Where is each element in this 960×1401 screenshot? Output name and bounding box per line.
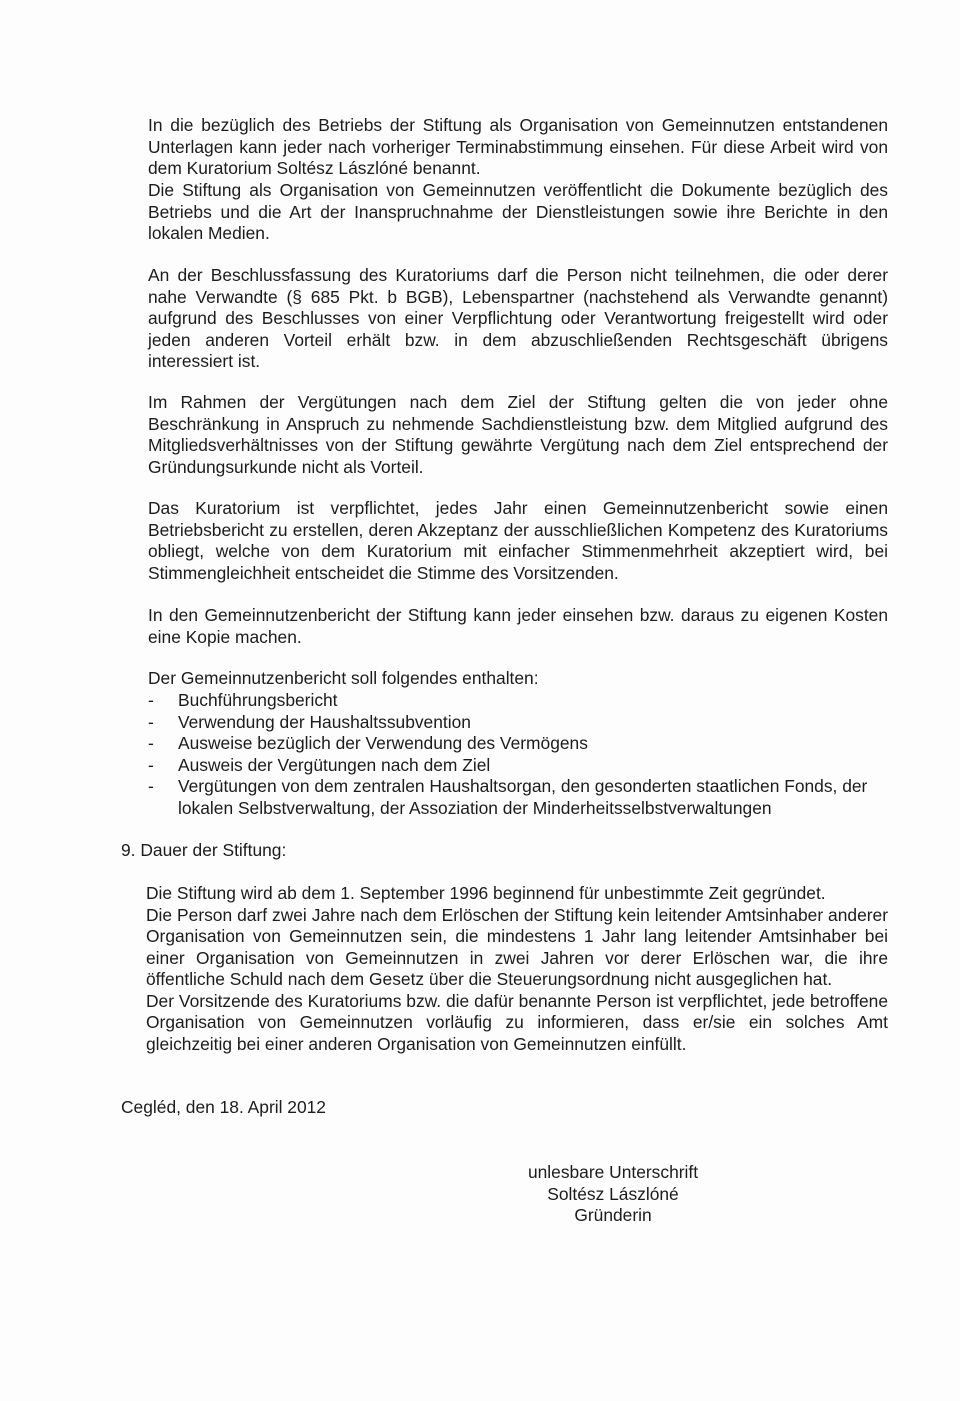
- signatory-role: Gründerin: [574, 1205, 652, 1225]
- list-dash: -: [148, 711, 154, 732]
- paragraph-reports: [148, 498, 888, 584]
- paragraph-text: Im Rahmen der Vergütungen nach dem Ziel der Stiftung gelten die von jeder ohne Beschränkung in Anspruch zu nehmende Sachdienstleistung bzw. dem Mitglied aufgrund des Mitgliedsverhältnisses von der Stiftung gewährte Vergütung nach dem Ziel entsprechend der Gründungsurkunde nicht als Vorteil.: [148, 392, 888, 477]
- paragraph-text: Die Stiftung als Organisation von Gemeinnutzen veröffentlicht die Dokumente bezüglich des Betriebs und die Art der Inanspruchnahme der Dienstleistungen sowie ihre Berichte in den lokalen Medien.: [148, 180, 888, 243]
- list-item: [148, 733, 888, 755]
- list-item-text: Ausweis der Vergütungen nach dem Ziel: [178, 754, 491, 775]
- signature-note: unlesbare Unterschrift: [527, 1162, 699, 1182]
- list-dash: -: [148, 754, 154, 775]
- signature-block: [500, 1162, 726, 1227]
- paragraph-remuneration: [148, 392, 888, 478]
- list-item-text: Ausweise bezüglich der Verwendung des Vermögens: [178, 733, 588, 753]
- section-heading-text: 9. Dauer der Stiftung:: [121, 840, 287, 860]
- paragraph-text: Die Person darf zwei Jahre nach dem Erlöschen der Stiftung kein leitender Amtsinhaber anderer Organisation von Gemeinnutzen sein, die mindestens 1 Jahr lang leitender Amtsinhaber bei einer Organisation von Gemeinnutzen in zwei Jahren vor derer Erlöschen war, die ihre öffentliche Schuld nach dem Gesetz über die Steuerungsordnung nicht ausgeglichen hat.: [146, 904, 888, 989]
- paragraph-text: In den Gemeinnutzenbericht der Stiftung kann jeder einsehen bzw. daraus zu eigenen Kosten eine Kopie machen.: [148, 605, 888, 647]
- list-dash: -: [148, 733, 154, 753]
- paragraph-report-contents: [148, 668, 888, 690]
- paragraph-publication: [148, 180, 888, 245]
- section-heading: [121, 840, 521, 862]
- list-item: [148, 776, 888, 819]
- paragraph-text: An der Beschlussfassung des Kuratoriums darf die Person nicht teilnehmen, die oder derer nahe Verwandte (§ 685 Pkt. b BGB), Lebenspartner (nachstehend als Verwandte genannt) aufgrund des Beschlusses von einer Verpflichtung oder Verantwortung freigestellt wird oder jeden anderen Vorteil erhält bzw. in dem abzuschließenden Rechtsgeschäft übrigens interessiert ist.: [148, 265, 888, 371]
- paragraph-resolution: [148, 265, 888, 373]
- paragraph-inspection: [148, 115, 888, 180]
- list-item: [148, 690, 888, 712]
- paragraph-text: Der Vorsitzende des Kuratoriums bzw. die dafür benannte Person ist verpflichtet, jede betroffene Organisation von Gemeinnutzen vorläufig zu informieren, dass er/sie ein solches Amt gleichzeitig bei einer anderen Organisation von Gemeinnutzen einfüllt.: [146, 990, 888, 1054]
- place-and-date: [121, 1097, 521, 1119]
- paragraph-inspection-report: [148, 605, 888, 648]
- list-item-text: Vergütungen von dem zentralen Haushaltsorgan, den gesonderten staatlichen Fonds, der lokalen Selbstverwaltung, der Assoziation der Minderheitsselbstverwaltungen: [178, 776, 868, 818]
- paragraph-text: Die Stiftung wird ab dem 1. September 1996 beginnend für unbestimmte Zeit gegründet.: [146, 883, 826, 903]
- place-and-date-text: Cegléd, den 18. April 2012: [121, 1097, 326, 1117]
- list-item: [148, 755, 888, 777]
- paragraph-text: Das Kuratorium ist verpflichtet, jedes Jahr einen Gemeinnutzenbericht sowie einen Betriebsbericht zu erstellen, deren Akzeptanz der ausschließlichen Kompetenz des Kuratoriums obliegt, welche von dem Kuratorium mit einfacher Stimmenmehrheit akzeptiert wird, bei Stimmengleichheit entscheidet die Stimme des Vorsitzenden.: [148, 498, 888, 583]
- report-contents-list: [148, 690, 888, 819]
- list-item-text: Buchführungsbericht: [178, 690, 338, 710]
- list-dash: -: [148, 776, 154, 796]
- section-9-body: [146, 883, 888, 1055]
- paragraph-text: Der Gemeinnutzenbericht soll folgendes enthalten:: [148, 668, 539, 688]
- paragraph-text: In die bezüglich des Betriebs der Stiftung als Organisation von Gemeinnutzen entstandenen Unterlagen kann jeder nach vorheriger Terminabstimmung einsehen. Für diese Arbeit wird von dem Kuratorium Soltész Lászlóné benannt.: [148, 115, 888, 178]
- list-item: [148, 712, 888, 734]
- list-dash: -: [148, 690, 154, 710]
- signatory-name: Soltész Lászlóné: [547, 1183, 679, 1204]
- list-item-text: Verwendung der Haushaltssubvention: [178, 711, 471, 732]
